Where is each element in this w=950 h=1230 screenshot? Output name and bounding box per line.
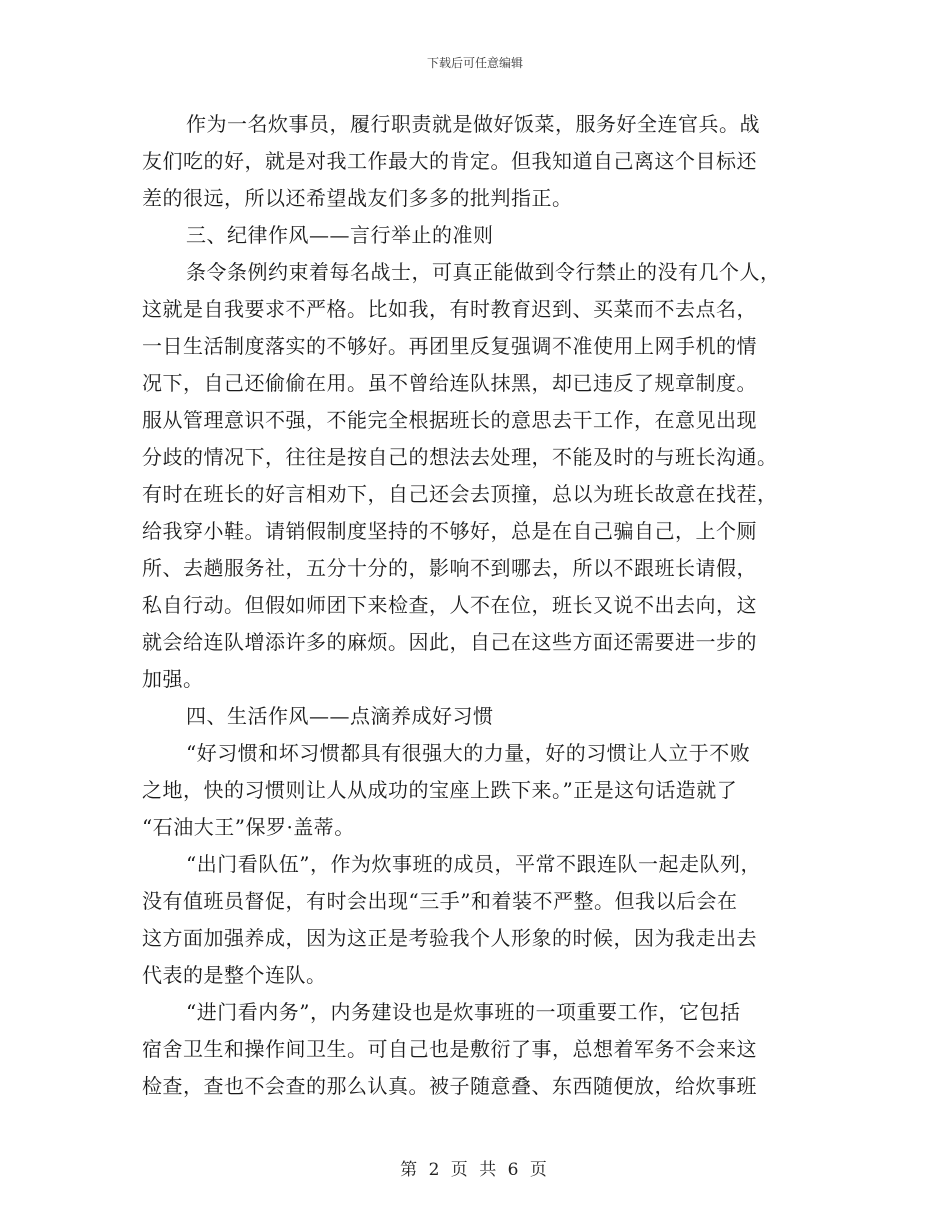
text-line: “石油大王”保罗·盖蒂。 xyxy=(142,815,355,839)
text-line: “进门看内务”，内务建设也是炊事班的一项重要工作，它包括 xyxy=(186,1000,741,1024)
text-line: 分歧的情况下，往往是按自己的想法去处理，不能及时的与班长沟通。 xyxy=(142,445,778,469)
text-line: 三、纪律作风——言行举止的准则 xyxy=(186,223,494,247)
text-line: 作为一名炊事员，履行职责就是做好饭菜，服务好全连官兵。战 xyxy=(186,112,760,136)
text-line: 之地，快的习惯则让人从成功的宝座上跌下来。”正是这句话造就了 xyxy=(142,778,738,802)
text-line: 宿舍卫生和操作间卫生。可自己也是敷衍了事，总想着军务不会来这 xyxy=(142,1037,757,1061)
text-line: 所、去趟服务社，五分十分的，影响不到哪去，所以不跟班长请假， xyxy=(142,556,757,580)
text-line: 加强。 xyxy=(142,667,204,691)
text-line: 一日生活制度落实的不够好。再团里反复强调不准使用上网手机的情 xyxy=(142,334,757,358)
text-line: 检查，查也不会查的那么认真。被子随意叠、东西随便放，给炊事班 xyxy=(142,1074,757,1098)
text-line: 给我穿小鞋。请销假制度坚持的不够好，总是在自己骗自己，上个厕 xyxy=(142,519,757,543)
text-line: 这方面加强养成，因为这正是考验我个人形象的时候，因为我走出去 xyxy=(142,926,757,950)
text-line: 差的很远，所以还希望战友们多多的批判指正。 xyxy=(142,186,573,210)
page-footer: 第 2 页 共 6 页 xyxy=(400,1160,550,1180)
header-note: 下载后可任意编辑 xyxy=(426,56,523,70)
text-line: 况下，自己还偷偷在用。虽不曾给连队抹黑，却已违反了规章制度。 xyxy=(142,371,757,395)
text-line: 就会给连队增添许多的麻烦。因此，自己在这些方面还需要进一步的 xyxy=(142,630,757,654)
text-line: 有时在班长的好言相劝下，自己还会去顶撞，总以为班长故意在找茬， xyxy=(142,482,778,506)
text-line: 私自行动。但假如师团下来检查，人不在位，班长又说不出去向，这 xyxy=(142,593,757,617)
text-line: 没有值班员督促，有时会出现“三手”和着装不严整。但我以后会在 xyxy=(142,889,738,913)
body-text xyxy=(142,106,808,1105)
text-line: 服从管理意识不强，不能完全根据班长的意思去干工作，在意见出现 xyxy=(142,408,757,432)
text-line: “好习惯和坏习惯都具有很强大的力量，好的习惯让人立于不败 xyxy=(186,741,751,765)
text-line: 条令条例约束着每名战士，可真正能做到令行禁止的没有几个人， xyxy=(186,260,781,284)
text-line: 友们吃的好，就是对我工作最大的肯定。但我知道自己离这个目标还 xyxy=(142,149,757,173)
text-line: 代表的是整个连队。 xyxy=(142,963,327,987)
text-line: 这就是自我要求不严格。比如我，有时教育迟到、买菜而不去点名， xyxy=(142,297,757,321)
text-line: “出门看队伍”，作为炊事班的成员，平常不跟连队一起走队列， xyxy=(186,852,761,876)
text-line: 四、生活作风——点滴养成好习惯 xyxy=(186,704,494,728)
